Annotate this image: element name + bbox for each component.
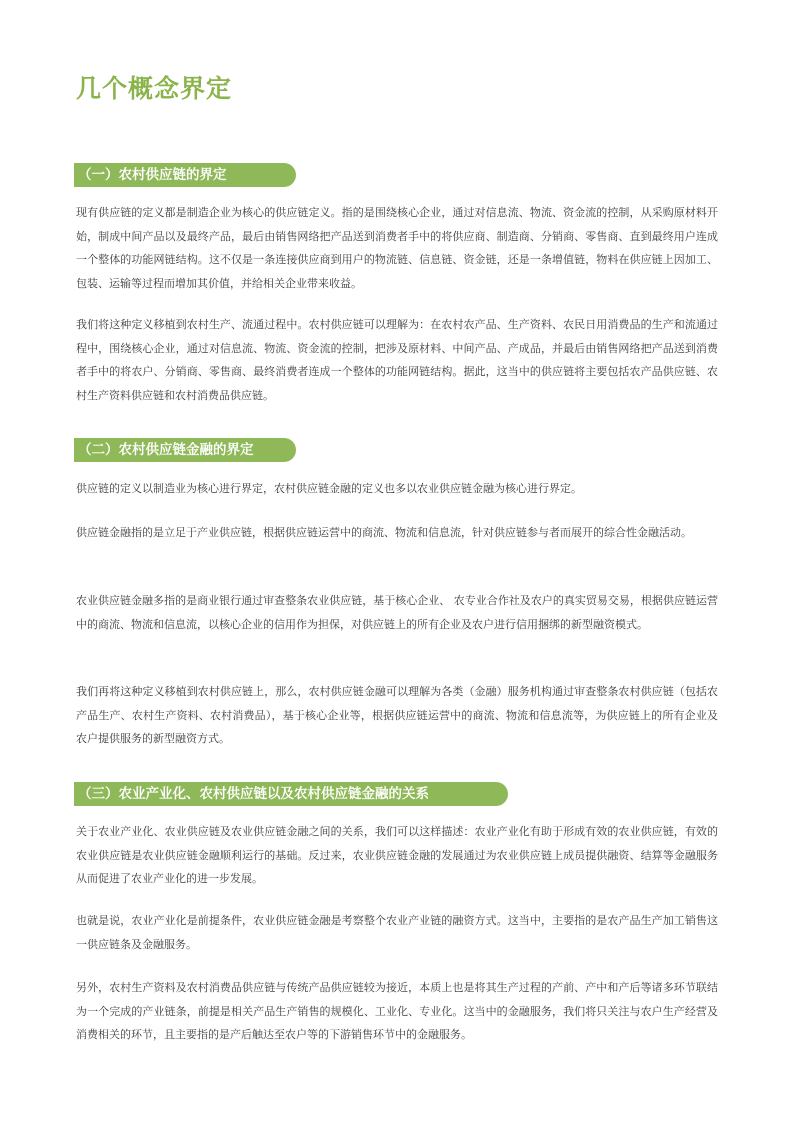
- section-3-paragraph-1: 关于农业产业化、农业供应链及农业供应链金融之间的关系，我们可以这样描述：农业产业化有助于形成有效的农业供应链，有效的农业供应链是农业供应链金融顺利运行的基础。反过来，农业供应链金融的发展通过为农业供应链上成员提供融资、结算等金融服务从而促进了农业产业化的进一步发展。: [76, 825, 718, 885]
- section-1-paragraph-1: 现有供应链的定义都是制造企业为核心的供应链定义。指的是围绕核心企业，通过对信息流、物流、资金流的控制，从采购原材料开始，制成中间产品以及最终产品，最后由销售网络把产品送到消费者手中的将供应商、制造商、分销商、零售商、直到最终用户连成一个整体的功能网链结构。这不仅是一条连接供应商到用户的物流链、信息链、资金链，还是一条增值链，物料在供应链上因加工、包装、运输等过程而增加其价值，并给相关企业带来收益。: [76, 206, 718, 290]
- section-2-paragraph-1: 供应链的定义以制造业为核心进行界定，农村供应链金融的定义也多以农业供应链金融为核心进行界定。: [76, 482, 582, 495]
- section-header-3: （三）农业产业化、农村供应链以及农村供应链金融的关系: [74, 782, 508, 806]
- section-1-paragraph-2: 我们将这种定义移植到农村生产、流通过程中。农村供应链可以理解为：在农村农产品、生产资料、农民日用消费品的生产和流通过程中，围绕核心企业，通过对信息流、物流、资金流的控制，把涉及原材料、中间产品、产成品，并最后由销售网络把产品送到消费者手中的将农户、分销商、零售商、最终消费者连成一个整体的功能网链结构。据此，这当中的供应链将主要包括农产品供应链、农村生产资料供应链和农村消费品供应链。: [76, 318, 718, 402]
- section-3-paragraph-3: 另外，农村生产资料及农村消费品供应链与传统产品供应链较为接近，本质上也是将其生产过程的产前、产中和产后等诸多环节联结为一个完成的产业链条，前提是相关产品生产销售的规模化、工业化、专业化。这当中的金融服务，我们将只关注与农户生产经营及消费相关的环节，且主要指的是产后触达至农户等的下游销售环节中的金融服务。: [76, 981, 718, 1041]
- page-title: 几个概念界定: [76, 74, 233, 103]
- section-2-paragraph-4: 我们再将这种定义移植到农村供应链上，那么，农村供应链金融可以理解为各类（金融）服务机构通过审查整条农村供应链（包括农产品生产、农村生产资料、农村消费品），基于核心企业等，根据供应链运营中的商流、物流和信息流等，为供应链上的所有企业及农户提供服务的新型融资方式。: [76, 685, 718, 745]
- section-2-paragraph-2: 供应链金融指的是立足于产业供应链，根据供应链运营中的商流、物流和信息流，针对供应链参与者而展开的综合性金融活动。: [76, 526, 692, 539]
- section-header-2: （二）农村供应链金融的界定: [74, 438, 296, 462]
- section-3-paragraph-2: 也就是说，农业产业化是前提条件，农业供应链金融是考察整个农业产业链的融资方式。这当中，主要指的是农产品生产加工销售这一供应链条及金融服务。: [76, 914, 718, 951]
- section-header-1: （一）农村供应链的界定: [74, 163, 296, 187]
- section-2-paragraph-3: 农业供应链金融多指的是商业银行通过审查整条农业供应链，基于核心企业、 农专业合作社及农户的真实贸易交易，根据供应链运营中的商流、物流和信息流，以核心企业的信用作为担保，对供应链上的所有企业及农户进行信用捆绑的新型融资模式。: [76, 594, 718, 631]
